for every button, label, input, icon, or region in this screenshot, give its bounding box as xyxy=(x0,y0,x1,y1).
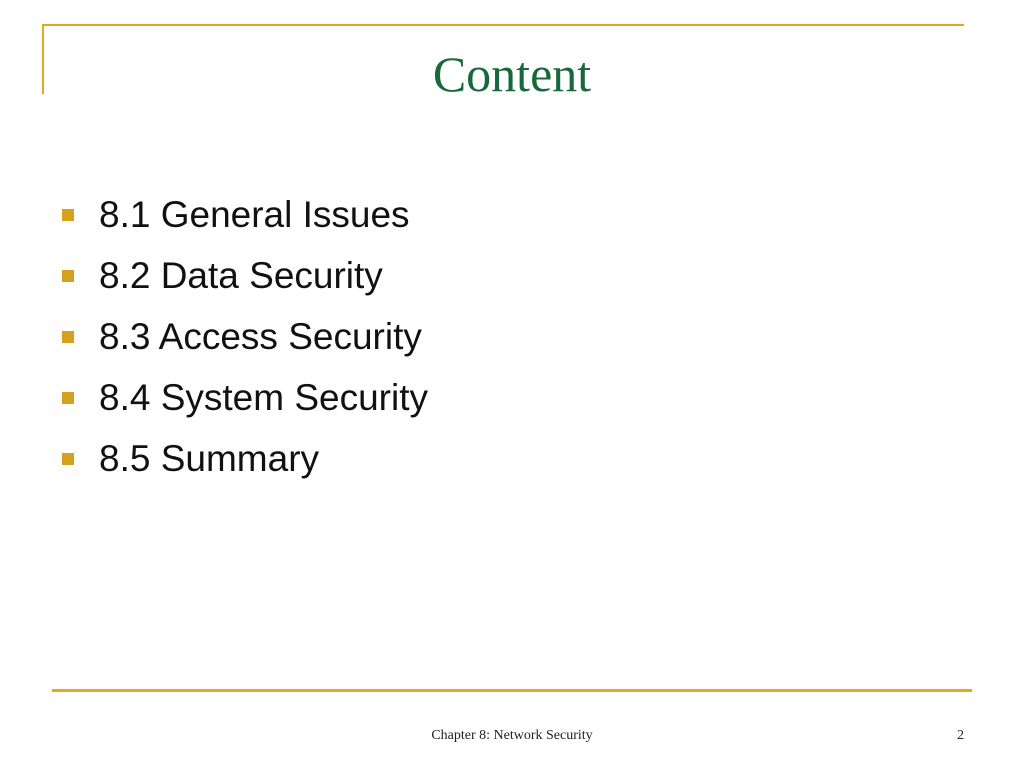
square-bullet-icon xyxy=(62,270,74,282)
square-bullet-icon xyxy=(62,209,74,221)
list-item xyxy=(62,306,428,367)
square-bullet-icon xyxy=(62,331,74,343)
footer-chapter-title: Chapter 8: Network Security xyxy=(431,728,593,743)
page-number: 2 xyxy=(957,728,964,743)
top-border-line xyxy=(42,24,964,26)
bullet-text: 8.4 System Security xyxy=(99,376,429,418)
bullet-text: 8.3 Access Security xyxy=(99,315,422,357)
bullet-list xyxy=(62,184,428,489)
list-item xyxy=(62,245,428,306)
list-item xyxy=(62,428,428,489)
bullet-text: 8.1 General Issues xyxy=(99,193,410,235)
bullet-text: 8.5 Summary xyxy=(99,437,320,479)
square-bullet-icon xyxy=(62,453,74,465)
slide-title: Content xyxy=(432,46,592,102)
square-bullet-icon xyxy=(62,392,74,404)
list-item xyxy=(62,367,428,428)
list-item xyxy=(62,184,428,245)
bullet-text: 8.2 Data Security xyxy=(99,254,383,296)
footer-divider xyxy=(52,689,972,692)
